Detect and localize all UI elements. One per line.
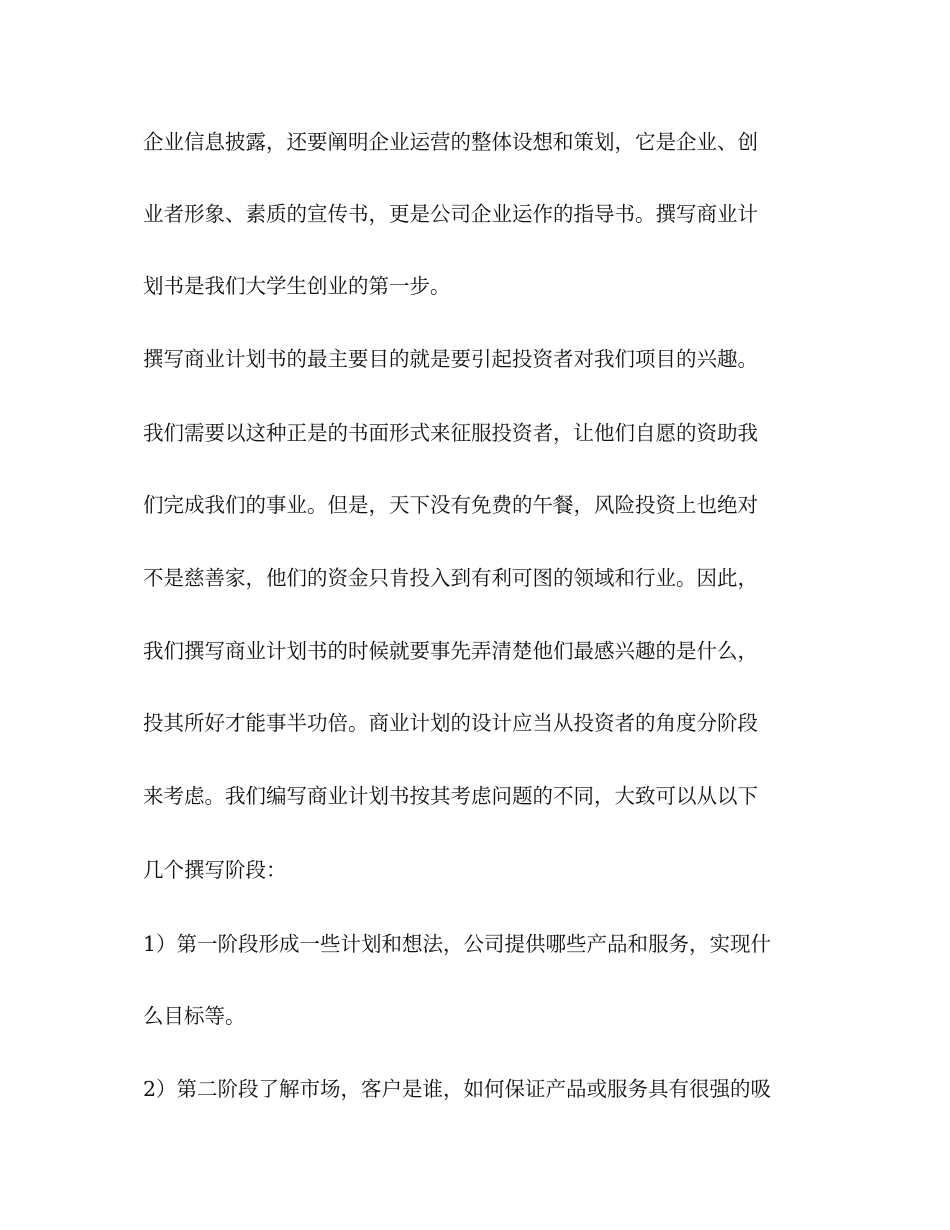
text-line-8: 我们撰写商业计划书的时候就要事先弄清楚他们最感兴趣的是什么， bbox=[143, 639, 758, 663]
text-line-12: 1）第一阶段形成一些计划和想法，公司提供哪些产品和服务，实现什 bbox=[143, 932, 772, 956]
text-line-13: 么目标等。 bbox=[143, 1004, 246, 1028]
text-line-1: 企业信息披露，还要阐明企业运营的整体设想和策划，它是企业、创 bbox=[143, 130, 758, 154]
text-line-6: 们完成我们的事业。但是，天下没有免费的午餐，风险投资上也绝对 bbox=[143, 493, 758, 517]
text-line-14: 2）第二阶段了解市场，客户是谁，如何保证产品或服务具有很强的吸 bbox=[143, 1077, 772, 1101]
text-line-4: 撰写商业计划书的最主要目的就是要引起投资者对我们项目的兴趣。 bbox=[143, 347, 758, 371]
text-line-7: 不是慈善家，他们的资金只肯投入到有利可图的领域和行业。因此， bbox=[143, 566, 758, 590]
text-line-9: 投其所好才能事半功倍。商业计划的设计应当从投资者的角度分阶段 bbox=[143, 711, 758, 735]
text-line-3: 划书是我们大学生创业的第一步。 bbox=[143, 274, 451, 298]
text-line-10: 来考虑。我们编写商业计划书按其考虑问题的不同，大致可以从以下 bbox=[143, 784, 758, 808]
text-line-2: 业者形象、素质的宣传书，更是公司企业运作的指导书。撰写商业计 bbox=[143, 202, 758, 226]
text-line-11: 几个撰写阶段： bbox=[143, 858, 287, 882]
text-line-5: 我们需要以这种正是的书面形式来征服投资者，让他们自愿的资助我 bbox=[143, 421, 758, 445]
